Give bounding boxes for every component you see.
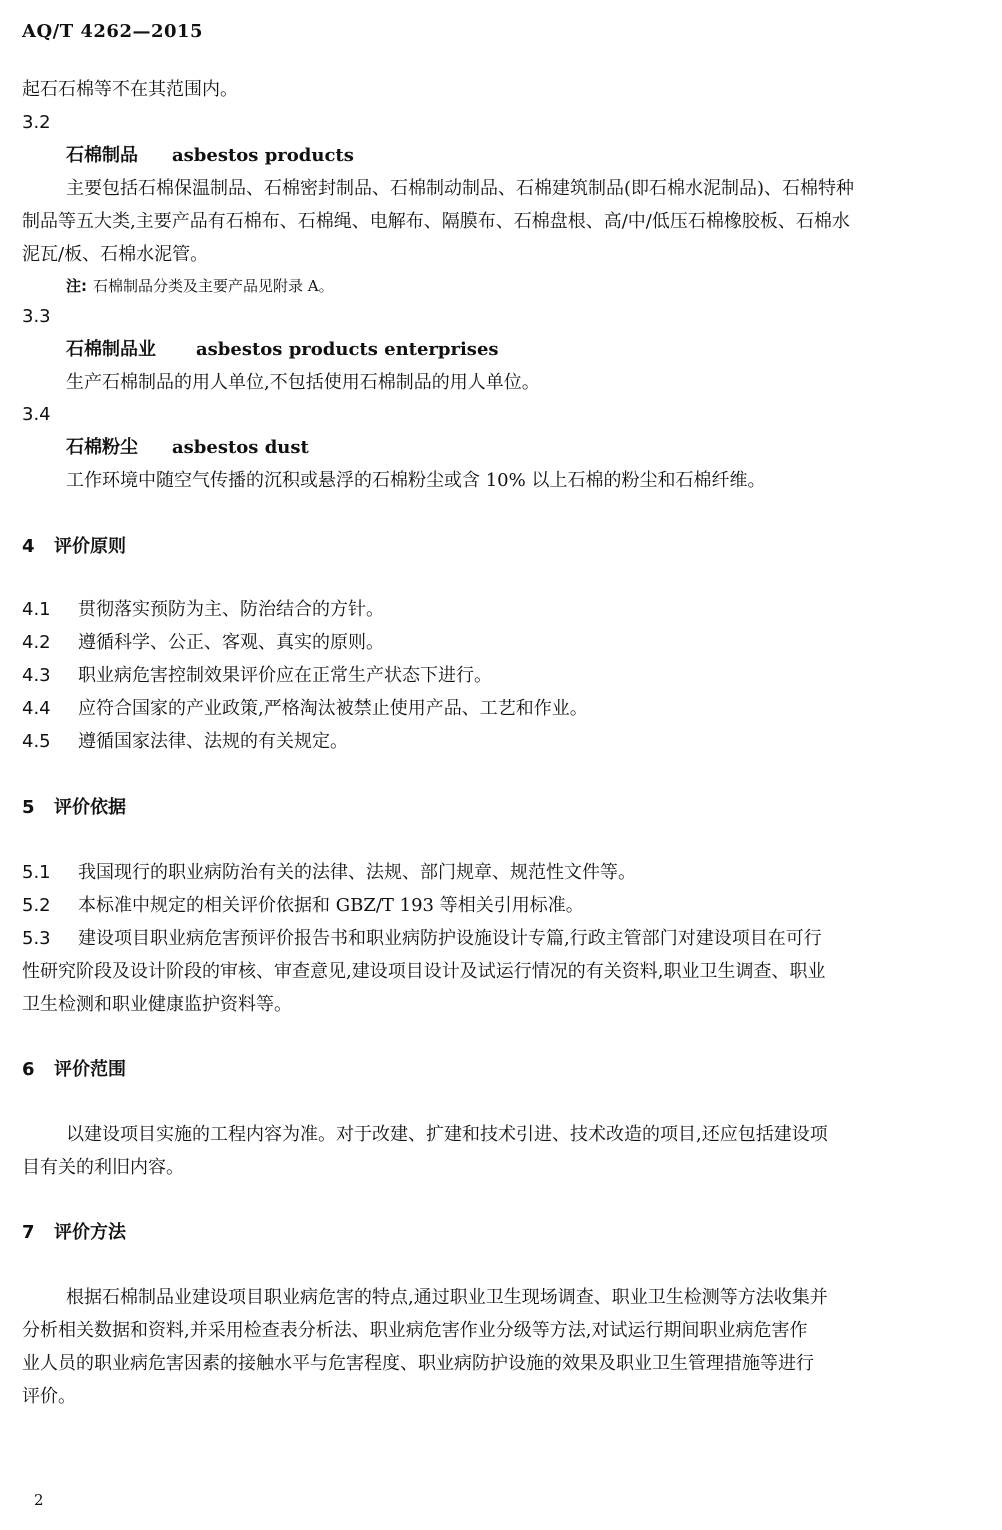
page-number: 2	[34, 1491, 44, 1509]
note-label: 注:	[66, 277, 87, 295]
standard-code: AQ/T 4262—2015	[22, 21, 204, 42]
clause-text: 遵循科学、公正、客观、真实的原则。	[78, 632, 384, 653]
clause-text: 贯彻落实预防为主、防治结合的方针。	[78, 599, 384, 620]
clause-number: 4.4	[22, 698, 51, 719]
term-chinese: 石棉粉尘	[66, 437, 138, 458]
note-text: 石棉制品分类及主要产品见附录 A。	[93, 277, 334, 295]
clause-number: 5.1	[22, 862, 51, 883]
term-number: 3.4	[22, 404, 51, 425]
definition-line: 制品等五大类,主要产品有石棉布、石棉绳、电解布、隔膜布、石棉盘根、高/中/低压石棉橡胶板、石棉水	[22, 211, 850, 232]
definition-line: 生产石棉制品的用人单位,不包括使用石棉制品的用人单位。	[66, 372, 540, 393]
term-english: asbestos products enterprises	[196, 339, 499, 360]
term-chinese: 石棉制品业	[66, 339, 156, 360]
clause-number: 4.1	[22, 599, 51, 620]
definition-line: 工作环境中随空气传播的沉积或悬浮的石棉粉尘或含 10% 以上石棉的粉尘和石棉纤维。	[66, 470, 766, 491]
clause-text: 遵循国家法律、法规的有关规定。	[78, 731, 348, 752]
paragraph-line: 分析相关数据和资料,并采用检查表分析法、职业病危害作业分级等方法,对试运行期间职业病危害作	[22, 1320, 808, 1341]
clause-number: 5.2	[22, 895, 51, 916]
section-number: 4	[22, 536, 35, 557]
clause-number: 4.5	[22, 731, 51, 752]
section-title: 评价方法	[54, 1222, 126, 1243]
section-number: 7	[22, 1222, 35, 1243]
definition-line: 主要包括石棉保温制品、石棉密封制品、石棉制动制品、石棉建筑制品(即石棉水泥制品)、石棉特种	[66, 178, 855, 199]
paragraph-line: 业人员的职业病危害因素的接触水平与危害程度、职业病防护设施的效果及职业卫生管理措施等进行	[22, 1353, 814, 1374]
clause-number: 4.2	[22, 632, 51, 653]
clause-text: 本标准中规定的相关评价依据和 GBZ/T 193 等相关引用标准。	[78, 895, 584, 916]
definition-line: 泥瓦/板、石棉水泥管。	[22, 244, 209, 265]
term-number: 3.3	[22, 306, 51, 327]
clause-text: 职业病危害控制效果评价应在正常生产状态下进行。	[78, 665, 492, 686]
term-english: asbestos dust	[172, 437, 309, 458]
section-title: 评价依据	[54, 797, 126, 818]
term-number: 3.2	[22, 112, 51, 133]
term-chinese: 石棉制品	[66, 145, 138, 166]
continuation-line: 起石石棉等不在其范围内。	[22, 79, 238, 100]
paragraph-line: 以建设项目实施的工程内容为准。对于改建、扩建和技术引进、技术改造的项目,还应包括建设项	[66, 1124, 828, 1145]
term-english: asbestos products	[172, 145, 354, 166]
clause-text: 应符合国家的产业政策,严格淘汰被禁止使用产品、工艺和作业。	[78, 698, 588, 719]
section-title: 评价范围	[54, 1059, 126, 1080]
paragraph-line: 根据石棉制品业建设项目职业病危害的特点,通过职业卫生现场调查、职业卫生检测等方法收集并	[66, 1287, 828, 1308]
clause-number: 4.3	[22, 665, 51, 686]
section-number: 6	[22, 1059, 35, 1080]
section-number: 5	[22, 797, 35, 818]
clause-number: 5.3	[22, 928, 51, 949]
clause-text: 建设项目职业病危害预评价报告书和职业病防护设施设计专篇,行政主管部门对建设项目在可行	[78, 928, 822, 949]
clause-text: 性研究阶段及设计阶段的审核、审查意见,建设项目设计及试运行情况的有关资料,职业卫生调查、职业	[22, 961, 826, 982]
paragraph-line: 目有关的利旧内容。	[22, 1157, 184, 1178]
paragraph-line: 评价。	[22, 1386, 76, 1407]
clause-text: 卫生检测和职业健康监护资料等。	[22, 994, 292, 1015]
clause-text: 我国现行的职业病防治有关的法律、法规、部门规章、规范性文件等。	[78, 862, 636, 883]
section-title: 评价原则	[54, 536, 126, 557]
